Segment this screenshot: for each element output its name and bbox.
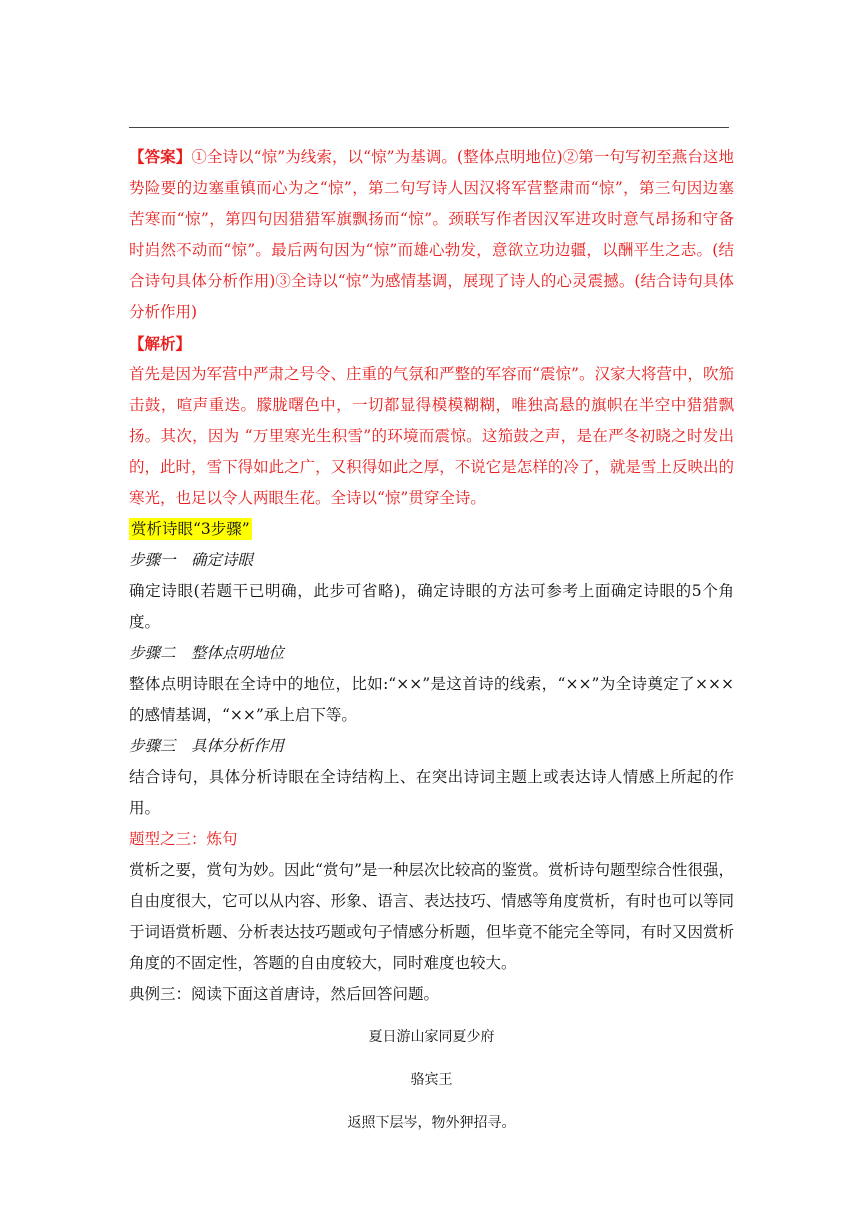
step-1-body: 确定诗眼(若题干已明确，此步可省略)，确定诗眼的方法可参考上面确定诗眼的5个角度。	[129, 582, 734, 631]
analysis-label: 【解析】	[129, 334, 192, 353]
answer-text: ①全诗以“惊”为线索，以“惊”为基调。(整体点明地位)②第一句写初至燕台这地势险要的边塞重镇而心为之“惊”，第二句写诗人因汉将军营整肃而“惊”，第三句因边塞苦寒而“惊”，第四句因猎猎军旗飘扬而“惊”。颈联写作者因汉军进攻时意气昂扬和守备时岿然不动而“惊”。最后两句因为“惊”而雄心勃发，意欲立功边疆，以酬平生之志。(结合诗句具体分析作用)③全诗以“惊”为感情基调，展现了诗人的心灵震撼。(结合诗句具体分析作用)	[129, 148, 734, 321]
document-body	[129, 141, 734, 1139]
poem-line-1: 返照下层岑，物外狎招寻。	[347, 1115, 516, 1131]
analysis-text: 首先是因为军营中严肃之号令、庄重的气氛和严整的军容而“震惊”。汉家大将营中，吹笳击鼓，喧声重迭。朦胧曙色中，一切都显得模模糊糊，唯独高悬的旗帜在半空中猎猎飘扬。其次，因为 “万里寒光生积雪”的环境而震惊。这笳鼓之声，是在严冬初晓之时发出的，此时，雪下得如此之广，又积得如此之厚，不说它是怎样的冷了，就是雪上反映出的寒光，也足以令人两眼生花。全诗以“惊”贯穿全诗。	[129, 365, 734, 507]
section-title-row	[129, 514, 734, 545]
example-intro: 典例三：阅读下面这首唐诗，然后回答问题。	[129, 985, 440, 1003]
step-3-body: 结合诗句，具体分析诗眼在全诗结构上、在突出诗词主题上或表达诗人情感上所起的作用。	[129, 768, 734, 817]
poem-author: 骆宾王	[410, 1072, 453, 1088]
section-title: 赏析诗眼“3步骤”	[131, 520, 250, 538]
step-1-title: 步骤一 确定诗眼	[129, 551, 254, 569]
step-2-body: 整体点明诗眼在全诗中的地位，比如:“××”是这首诗的线索，“××”为全诗奠定了×××的感情基调，“××”承上启下等。	[129, 675, 734, 724]
type-title: 题型之三：炼句	[129, 830, 238, 848]
step-2-title: 步骤二 整体点明地位	[129, 644, 285, 662]
answer-label: 【答案】	[129, 147, 192, 166]
type-body: 赏析之要，赏句为妙。因此“赏句”是一种层次比较高的鉴赏。赏析诗句题型综合性很强，自由度很大，它可以从内容、形象、语言、表达技巧、情感等角度赏析，有时也可以等同于词语赏析题、分析表达技巧题或句子情感分析题，但毕竟不能完全等同，有时又因赏析角度的不固定性，答题的自由度较大，同时难度也较大。	[129, 861, 734, 972]
step-3-title: 步骤三 具体分析作用	[129, 737, 285, 755]
header-rule	[129, 127, 729, 128]
poem-title: 夏日游山家同夏少府	[368, 1029, 495, 1045]
answer-paragraph	[129, 141, 734, 328]
